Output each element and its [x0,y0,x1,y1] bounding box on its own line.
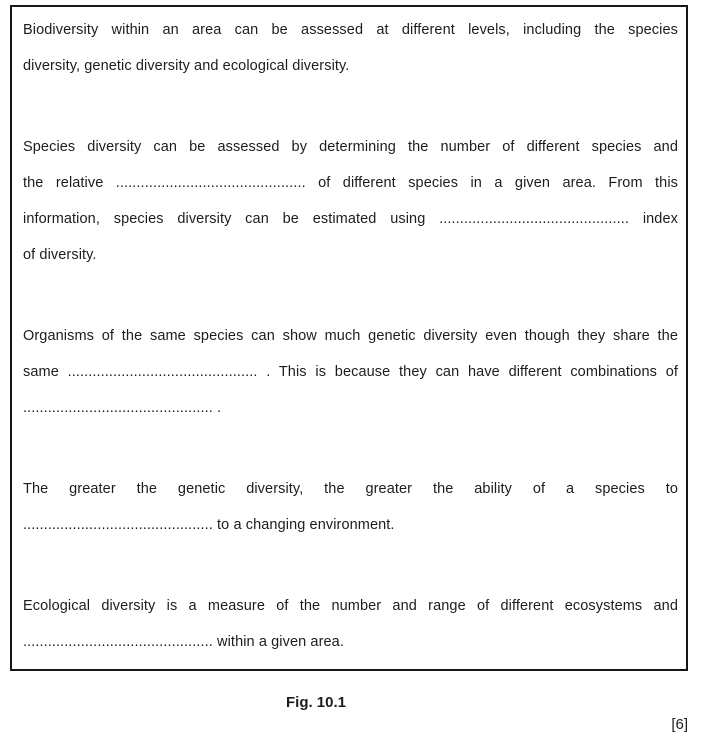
text-line: Biodiversity within an area can be assessed at different levels, including the species [23,22,678,38]
text-line: diversity, genetic diversity and ecological diversity. [23,58,350,74]
text-line: Organisms of the same species can show much genetic diversity even though they share the [23,328,678,344]
paragraph-adaptation [23,471,678,543]
paragraph-biodiversity-levels [23,12,678,84]
text-line-with-answer-blank: the relative .............................................. of different species in a given area. From this [23,175,678,191]
marks-badge: [6] [671,716,688,733]
figure-caption: Fig. 10.1 [285,694,347,711]
paragraph-genetic-diversity [23,318,678,426]
paragraph-species-diversity [23,129,678,273]
text-line-with-answer-blank: .............................................. . [23,400,222,416]
passage-box [10,5,688,671]
text-line: The greater the genetic diversity, the greater the ability of a species to [23,481,678,497]
paragraph-ecological-diversity [23,588,678,660]
text-line: Species diversity can be assessed by determining the number of different species and [23,139,678,155]
text-line-with-answer-blank: same .............................................. . This is because they can have different combinations of [23,364,678,380]
text-line: of diversity. [23,247,97,263]
text-line-with-answer-blank: .............................................. within a given area. [23,634,344,650]
text-line-with-answer-blank: .............................................. to a changing environment. [23,517,395,533]
text-line: Ecological diversity is a measure of the number and range of different ecosystems and [23,598,678,614]
text-line-with-answer-blank: information, species diversity can be estimated using .............................................. index [23,211,678,227]
